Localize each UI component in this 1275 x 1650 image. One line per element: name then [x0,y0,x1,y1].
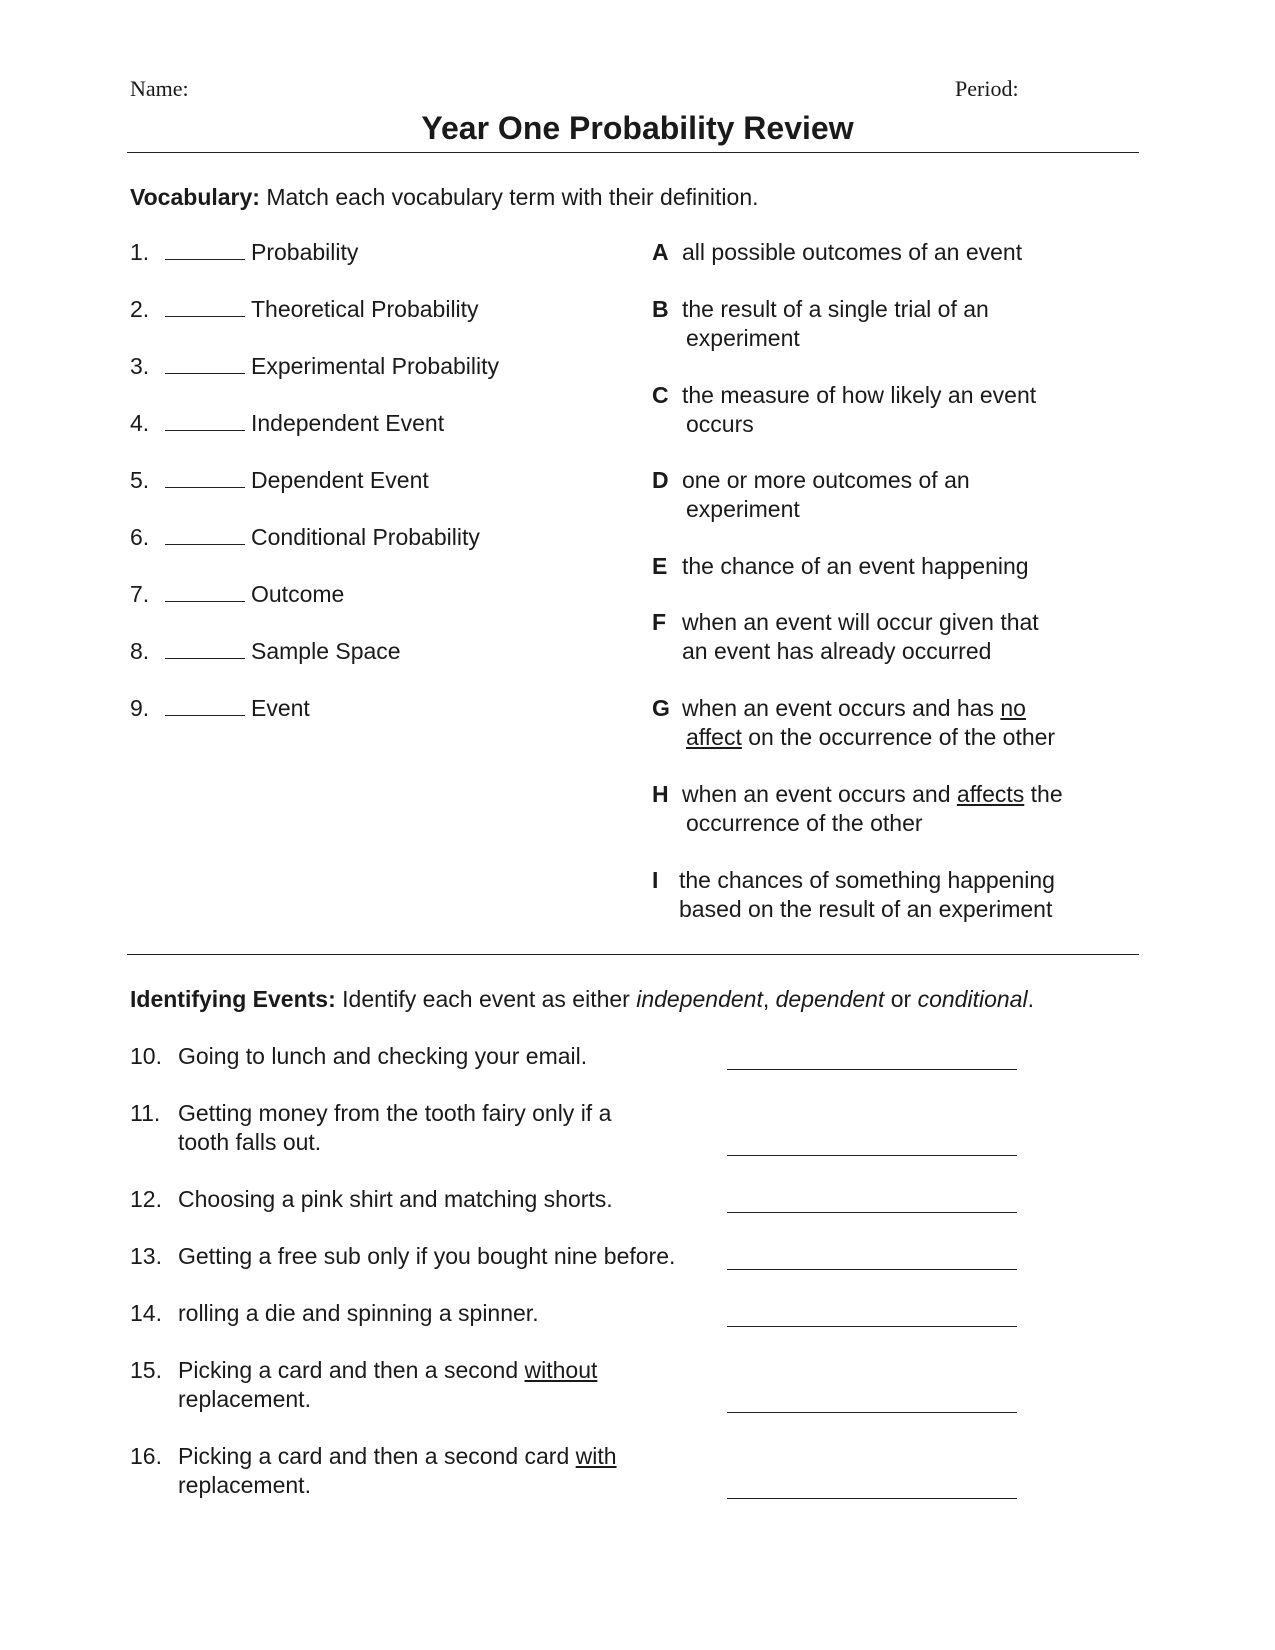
answer-line[interactable] [727,1326,1017,1327]
answer-blank[interactable] [165,640,245,659]
term-number: 4. [130,410,150,436]
term-number: 7. [130,581,150,607]
vocab-term-4 [130,410,444,437]
vocab-term-5 [130,467,429,494]
definition-text: the chance of an event happening [682,553,1029,579]
term-text: Sample Space [251,638,401,664]
question-text: Getting a free sub only if you bought nine before. [178,1243,676,1269]
vocab-term-7 [130,581,344,608]
events-instruction: Identify each event as either [335,986,637,1012]
vocab-term-8 [130,638,401,665]
answer-line[interactable] [727,1269,1017,1270]
question-number: 14. [130,1300,162,1326]
question-text: Picking a card and then a second [178,1357,525,1383]
definition-d-line2: experiment [686,496,800,522]
term-text: Probability [251,239,359,265]
term-number: 6. [130,524,150,550]
definition-b [652,296,989,323]
term-number: 5. [130,467,150,493]
question-text: rolling a die and spinning a spinner. [178,1300,539,1326]
period-label: Period: [955,76,1019,101]
events-heading [130,986,1034,1013]
definition-i-line2: based on the result of an experiment [679,896,1053,922]
definition-h [652,781,1063,808]
question-16 [130,1443,617,1470]
answer-blank[interactable] [165,355,245,374]
question-number: 16. [130,1443,162,1469]
question-text: Picking a card and then a second card [178,1443,576,1469]
question-text: Going to lunch and checking your email. [178,1043,588,1069]
answer-blank[interactable] [165,583,245,602]
answer-blank[interactable] [165,412,245,431]
definition-text: all possible outcomes of an event [682,239,1023,265]
question-number: 13. [130,1243,162,1269]
term-number: 9. [130,695,150,721]
name-label: Name: [130,76,189,101]
vocab-term-6 [130,524,480,551]
definition-c-line2: occurs [686,411,754,437]
definition-h-line2: occurrence of the other [686,810,923,836]
question-14 [130,1300,539,1327]
question-number: 12. [130,1186,162,1212]
definition-underlined: no [1000,695,1026,721]
term-text: Outcome [251,581,345,607]
question-15-line2: replacement. [178,1386,311,1412]
definition-letter: A [652,239,669,265]
answer-line[interactable] [727,1212,1017,1213]
definition-text: when an event occurs and has [682,695,1001,721]
events-option-independent: independent [636,986,763,1012]
answer-line[interactable] [727,1498,1017,1499]
definition-f-line2: an event has already occurred [682,638,992,664]
question-text: Getting money from the tooth fairy only if a [178,1100,612,1126]
title-divider [127,152,1139,153]
term-text: Experimental Probability [251,353,500,379]
definition-text: one or more outcomes of an [682,467,970,493]
definition-g-line2 [686,724,1055,751]
definition-e [652,553,1029,580]
question-underlined: with [575,1443,617,1469]
term-number: 3. [130,353,150,379]
definition-text: the measure of how likely an event [682,382,1037,408]
answer-blank[interactable] [165,469,245,488]
definition-a [652,239,1022,266]
term-text: Dependent Event [251,467,429,493]
definition-letter: G [652,695,670,721]
question-number: 15. [130,1357,162,1383]
question-11-line2: tooth falls out. [178,1129,322,1155]
events-option-dependent: dependent [775,986,885,1012]
definition-letter: D [652,467,669,493]
question-number: 11. [130,1100,161,1126]
question-10 [130,1043,587,1070]
answer-line[interactable] [727,1155,1017,1156]
definition-text: when an event occurs and [682,781,957,807]
vocab-term-1 [130,239,358,266]
question-12 [130,1186,613,1213]
section-divider [127,954,1139,955]
page-title: Year One Probability Review [421,110,854,146]
definition-text: on the occurrence of the other [741,724,1056,750]
definition-letter: E [652,553,668,579]
definition-underlined: affect [686,724,742,750]
term-text: Conditional Probability [251,524,480,550]
definition-b-line2: experiment [686,325,800,351]
answer-blank[interactable] [165,298,245,317]
definition-underlined: affects [956,781,1025,807]
definition-text: the [1024,781,1063,807]
vocab-instruction: Match each vocabulary term with their definition. [259,184,759,210]
definition-d [652,467,970,494]
vocab-term-2 [130,296,479,323]
definition-i [652,867,1055,894]
events-option-conditional: conditional [917,986,1028,1012]
question-number: 10. [130,1043,162,1069]
definition-letter: I [652,867,659,893]
events-heading-label: Identifying Events: [130,986,336,1012]
definition-g [652,695,1026,722]
answer-blank[interactable] [165,241,245,260]
definition-text: when an event will occur given that [682,609,1039,635]
vocab-term-3 [130,353,499,380]
answer-line[interactable] [727,1069,1017,1070]
question-text: Choosing a pink shirt and matching shorts. [178,1186,613,1212]
question-16-line2: replacement. [178,1472,311,1498]
term-number: 8. [130,638,150,664]
definition-text: the chances of something happening [679,867,1055,893]
definition-letter: B [652,296,669,322]
definition-letter: H [652,781,669,807]
term-text: Theoretical Probability [251,296,479,322]
vocab-term-9 [130,695,310,722]
definition-text: the result of a single trial of an [682,296,989,322]
question-11 [130,1100,611,1127]
term-text: Independent Event [251,410,445,436]
events-separator: , [762,986,776,1012]
term-number: 2. [130,296,150,322]
definition-letter: C [652,382,669,408]
events-period: . [1027,986,1034,1012]
term-text: Event [251,695,310,721]
vocab-heading-label: Vocabulary: [130,184,260,210]
definition-f [652,609,1039,636]
answer-blank[interactable] [165,697,245,716]
events-separator: or [884,986,918,1012]
term-number: 1. [130,239,150,265]
question-13 [130,1243,675,1270]
answer-line[interactable] [727,1412,1017,1413]
question-underlined: without [524,1357,598,1383]
vocab-heading [130,184,759,211]
question-15 [130,1357,597,1384]
answer-blank[interactable] [165,526,245,545]
definition-c [652,382,1036,409]
definition-letter: F [652,609,667,635]
